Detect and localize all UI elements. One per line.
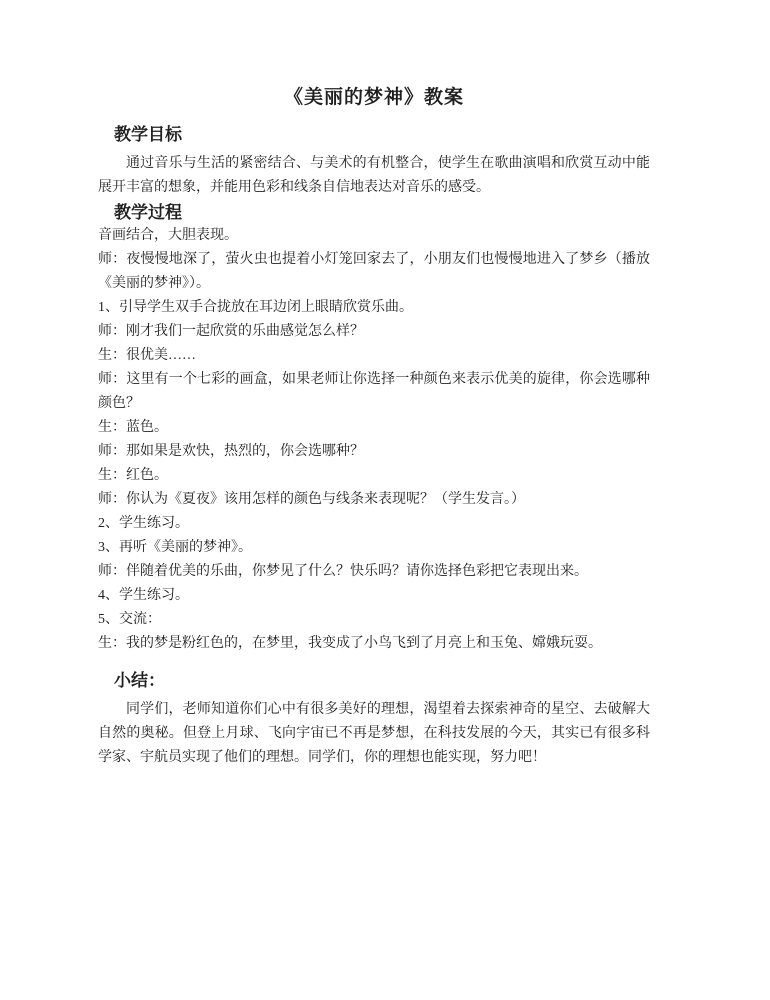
process-step-1: 1、引导学生双手合拢放在耳边闭上眼睛欣赏乐曲。 bbox=[98, 300, 413, 315]
document-content bbox=[98, 86, 650, 770]
process-line-student-pink-dream: 生：我的梦是粉红色的，在梦里，我变成了小鸟飞到了月亮上和玉兔、嫦娥玩耍。 bbox=[98, 636, 602, 651]
process-line-teacher-summer-night: 师：你认为《夏夜》该用怎样的颜色与线条来表现呢？（学生发言。） bbox=[98, 492, 525, 507]
process-step-5: 5、交流： bbox=[98, 612, 161, 627]
process-line-teacher-night: 师：夜慢慢地深了，萤火虫也提着小灯笼回家去了，小朋友们也慢慢地进入了梦乡（播放《美丽的梦神》）。 bbox=[98, 252, 650, 291]
section-heading-summary: 小结： bbox=[114, 671, 165, 690]
process-line-student-answer: 生：很优美…… bbox=[98, 348, 196, 363]
teaching-goals-paragraph: 通过音乐与生活的紧密结合、与美术的有机整合，使学生在歌曲演唱和欣赏互动中能展开丰富的想象，并能用色彩和线条自信地表达对音乐的感受。 bbox=[98, 156, 650, 195]
process-line-student-red: 生：红色。 bbox=[98, 468, 168, 483]
process-line-teacher-question: 师：刚才我们一起欣赏的乐曲感觉怎么样？ bbox=[98, 324, 364, 339]
section-heading-teaching-process: 教学过程 bbox=[114, 203, 182, 222]
process-step-3: 3、再听《美丽的梦神》。 bbox=[98, 540, 252, 555]
process-line-teacher-lively: 师：那如果是欢快，热烈的，你会选哪种？ bbox=[98, 444, 364, 459]
process-line-teacher-dream: 师：伴随着优美的乐曲，你梦见了什么？快乐吗？请你选择色彩把它表现出来。 bbox=[98, 564, 588, 579]
process-step-4: 4、学生练习。 bbox=[98, 588, 189, 603]
process-line-intro: 音画结合，大胆表现。 bbox=[98, 228, 238, 243]
process-line-teacher-paintbox: 师：这里有一个七彩的画盒，如果老师让你选择一种颜色来表示优美的旋律，你会选哪种颜色？ bbox=[98, 372, 650, 411]
summary-paragraph: 同学们，老师知道你们心中有很多美好的理想，渴望着去探索神奇的星空、去破解大自然的奥秘。但登上月球、飞向宇宙已不再是梦想，在科技发展的今天，其实已有很多科学家、宇航员实现了他们的理想。同学们，你的理想也能实现，努力吧！ bbox=[98, 702, 650, 765]
document-title: 《美丽的梦神》教案 bbox=[283, 87, 464, 108]
process-step-2: 2、学生练习。 bbox=[98, 516, 189, 531]
section-heading-teaching-goals: 教学目标 bbox=[114, 125, 182, 144]
process-line-student-blue: 生：蓝色。 bbox=[98, 420, 168, 435]
